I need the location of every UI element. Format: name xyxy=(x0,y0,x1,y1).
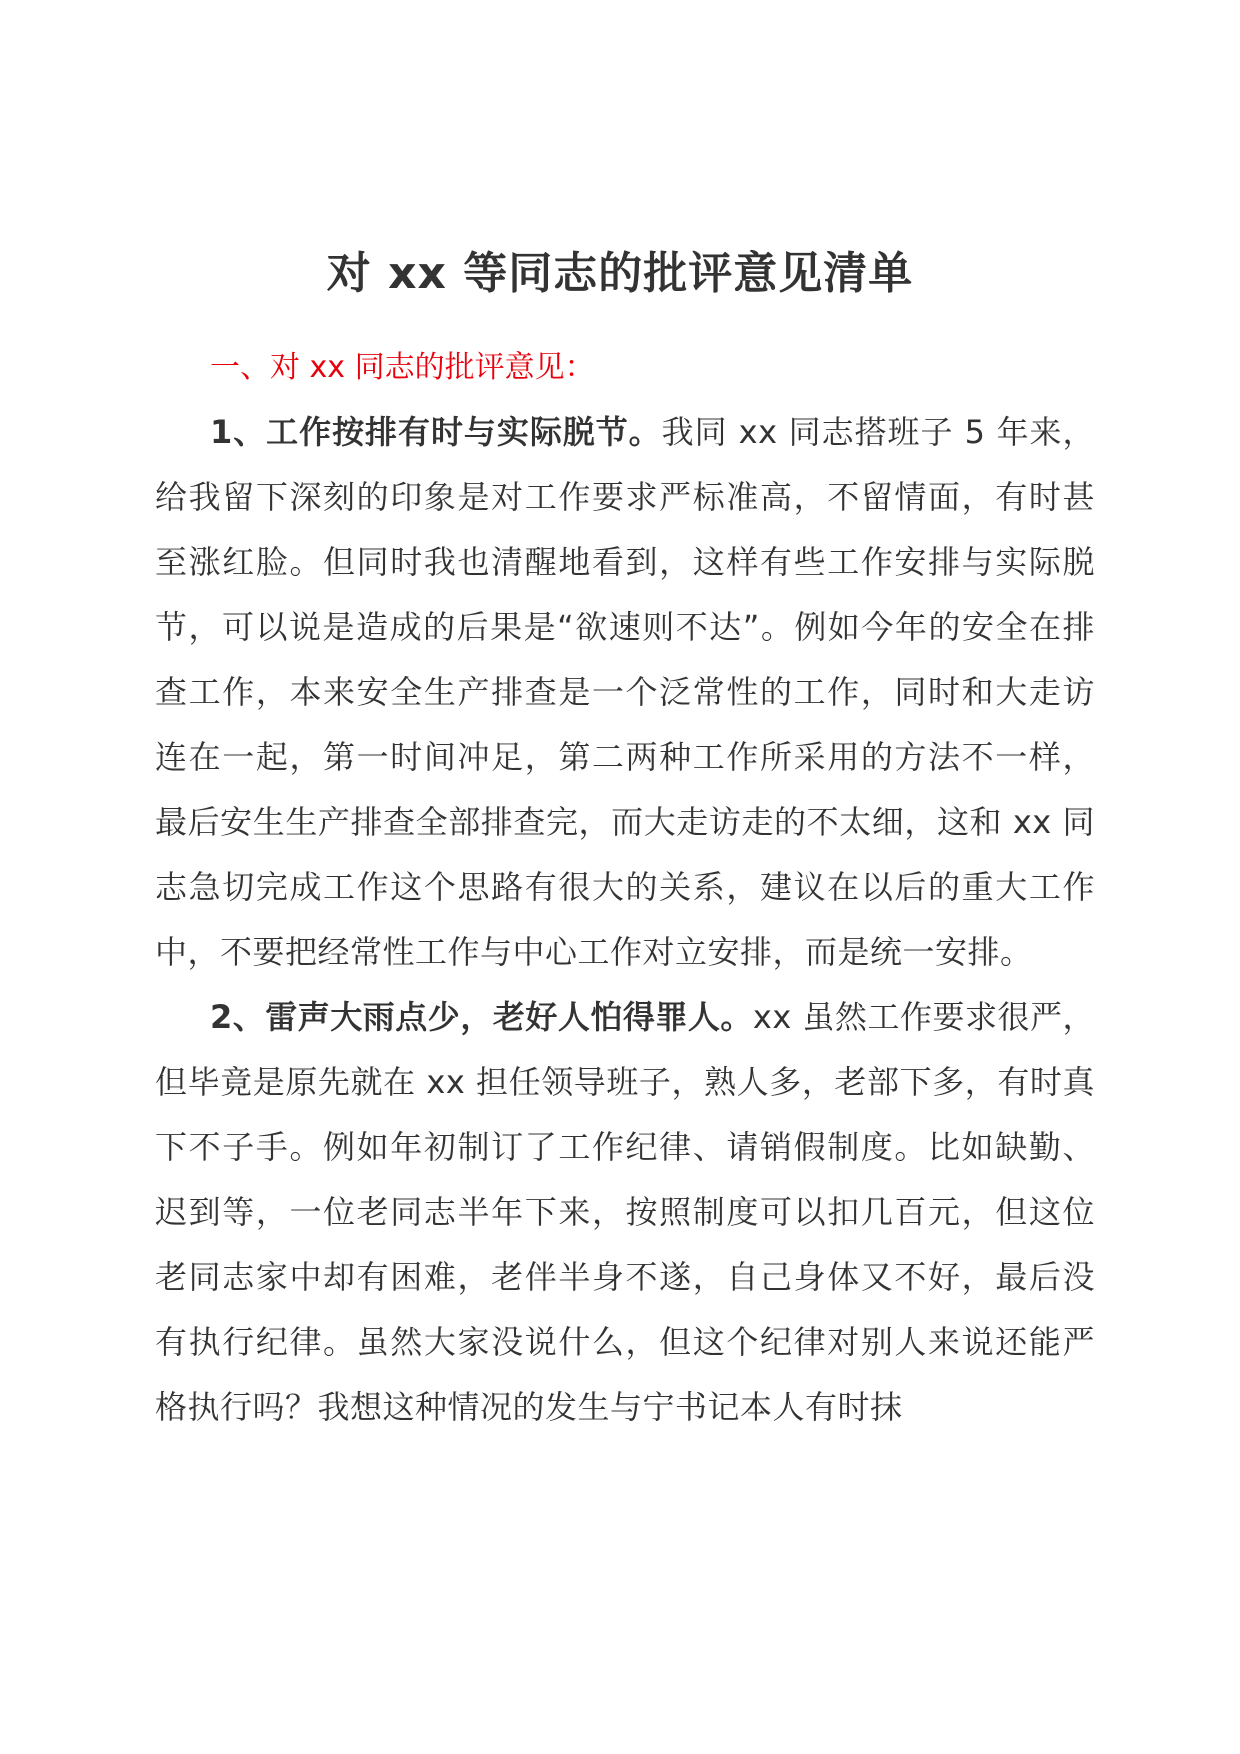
paragraph-item-1 xyxy=(155,400,1095,985)
paragraph-text: xx 虽然工作要求很严，但毕竟是原先就在 xx 担任领导班子，熟人多，老部下多，有时真下不子手。例如年初制订了工作纪律、请销假制度。比如缺勤、迟到等，一位老同志半年下来，按照制度可以扣几百元，但这位老同志家中却有困难，老伴半身不遂，自己身体又不好，最后没有执行纪律。虽然大家没说什么，但这个纪律对别人来说还能严格执行吗？我想这种情况的发生与宁书记本人有时抹 xyxy=(155,998,1095,1426)
paragraph-lead: 1、工作按排有时与实际脱节。 xyxy=(210,413,662,451)
document-body xyxy=(155,335,1095,1440)
document-title: 对 xx 等同志的批评意见清单 xyxy=(326,248,914,299)
section-heading: 一、对 xx 同志的批评意见： xyxy=(210,350,595,385)
paragraph-item-2 xyxy=(155,985,1095,1440)
paragraph-text: 我同 xx 同志搭班子 5 年来，给我留下深刻的印象是对工作要求严标准高，不留情面，有时甚至涨红脸。但同时我也清醒地看到，这样有些工作安排与实际脱节，可以说是造成的后果是“欲速则不达”。例如今年的安全在排查工作，本来安全生产排查是一个泛常性的工作，同时和大走访连在一起，第一时间冲足，第二两种工作所采用的方法不一样，最后安生生产排查全部排查完，而大走访走的不太细，这和 xx 同志急切完成工作这个思路有很大的关系，建议在以后的重大工作中，不要把经常性工作与中心工作对立安排，而是统一安排。 xyxy=(155,413,1095,971)
paragraph-lead: 2、雷声大雨点少，老好人怕得罪人。 xyxy=(210,998,753,1036)
